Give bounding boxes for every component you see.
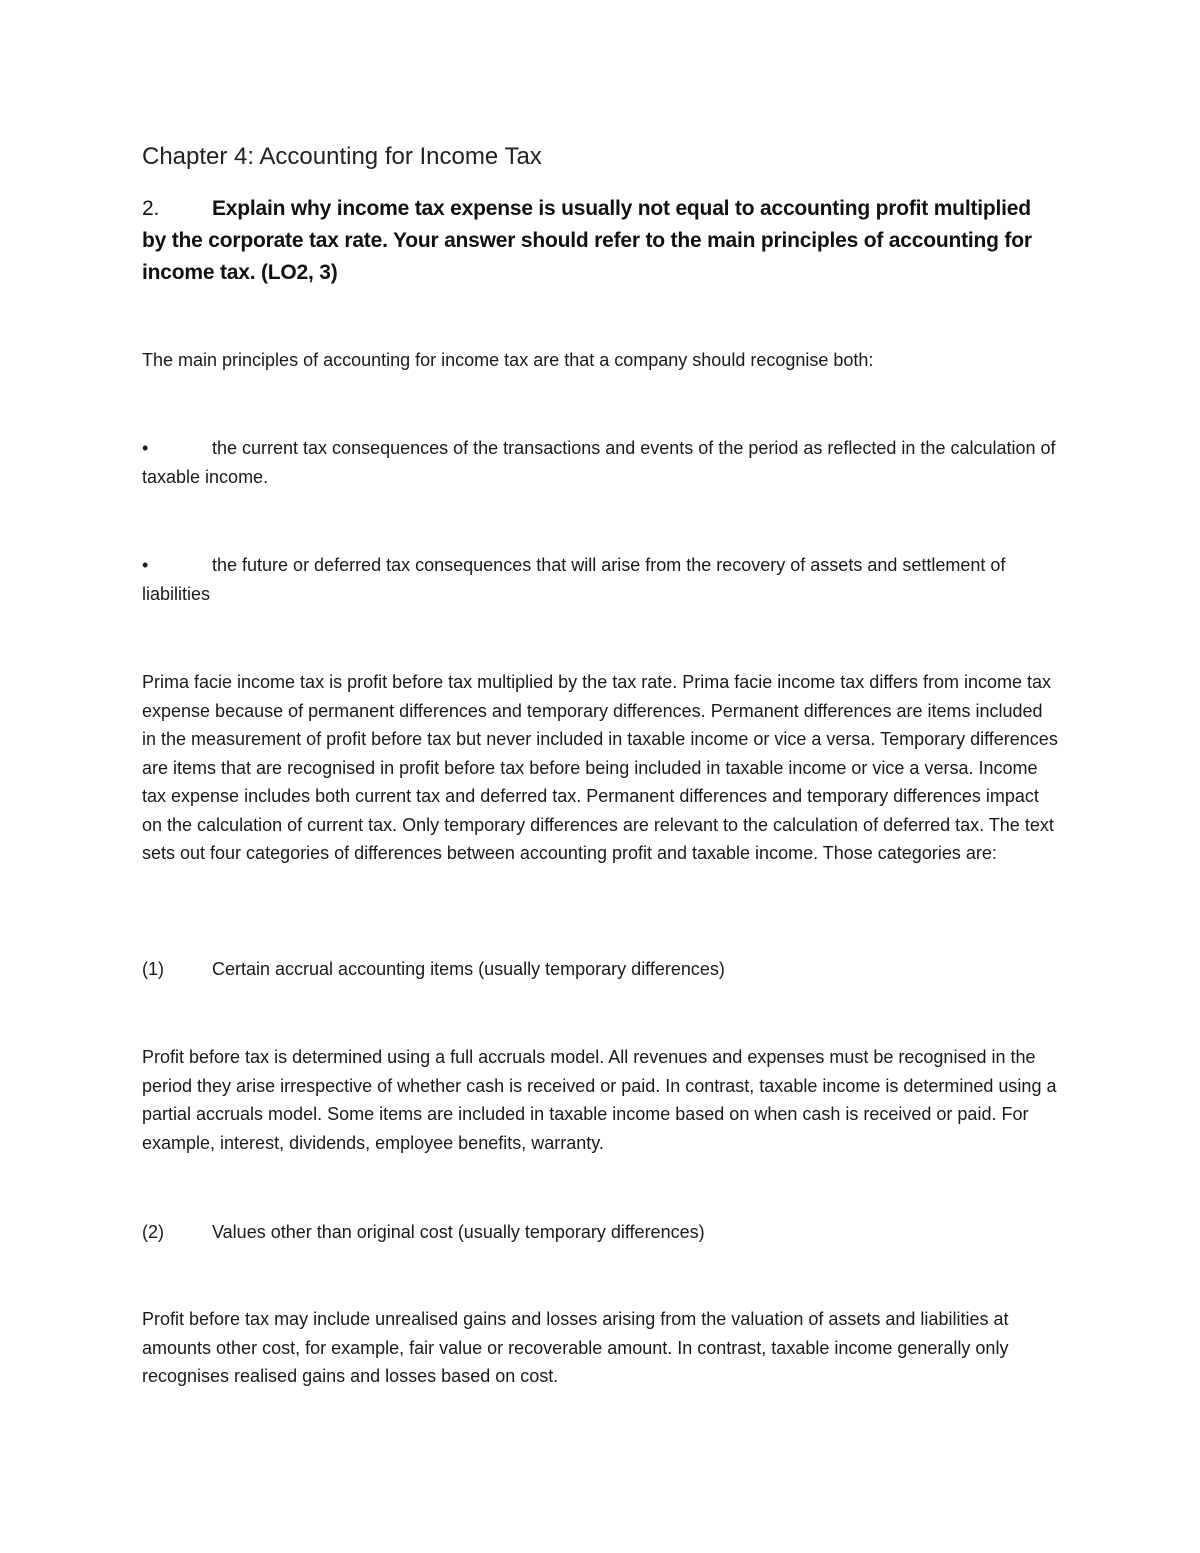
intro-paragraph: The main principles of accounting for income tax are that a company should recognise both: bbox=[142, 350, 874, 370]
bullet-item bbox=[142, 551, 1060, 608]
bullet-icon: • bbox=[142, 555, 149, 575]
chapter-title: Chapter 4: Accounting for Income Tax bbox=[142, 143, 542, 170]
category-heading bbox=[142, 955, 1060, 983]
category-title: Values other than original cost (usually temporary differences) bbox=[212, 1222, 705, 1242]
category-body: Profit before tax is determined using a full accruals model. All revenues and expenses must be recognised in the period they arise irrespective of whether cash is received or paid. In contrast, taxable income is determined using a partial accruals model. Some items are included in taxable income based on when cash is received or paid. For example, interest, dividends, employee benefits, warranty. bbox=[142, 1047, 1057, 1153]
bullet-text: the current tax consequences of the transactions and events of the period as reflected in the calculation of taxable income. bbox=[142, 438, 1056, 487]
category-number: (1) bbox=[142, 959, 164, 979]
category-title: Certain accrual accounting items (usually temporary differences) bbox=[212, 959, 725, 979]
question-number: 2. bbox=[142, 197, 160, 220]
category-body: Profit before tax may include unrealised gains and losses arising from the valuation of assets and liabilities at amounts other cost, for example, fair value or recoverable amount. In contrast, taxable income generally only recognises realised gains and losses based on cost. bbox=[142, 1309, 1009, 1386]
question-text: Explain why income tax expense is usually not equal to accounting profit multiplied by the corporate tax rate. Your answer should refer to the main principles of accounting for income tax. (LO2, 3) bbox=[142, 197, 1032, 284]
bullet-icon: • bbox=[142, 438, 149, 458]
prima-facie-paragraph: Prima facie income tax is profit before tax multiplied by the tax rate. Prima facie income tax differs from income tax expense because of permanent differences and temporary differences. Permanent differences are items included in the measurement of profit before tax but never included in taxable income or vice a versa. Temporary differences are items that are recognised in profit before tax before being included in taxable income or vice a versa. Income tax expense includes both current tax and deferred tax. Permanent differences and temporary differences impact on the calculation of current tax. Only temporary differences are relevant to the calculation of deferred tax. The text sets out four categories of differences between accounting profit and taxable income. Those categories are: bbox=[142, 672, 1058, 863]
question-block bbox=[142, 193, 1060, 289]
bullet-item bbox=[142, 434, 1060, 491]
category-number: (2) bbox=[142, 1222, 164, 1242]
category-heading bbox=[142, 1218, 1060, 1246]
bullet-text: the future or deferred tax consequences that will arise from the recovery of assets and settlement of liabilities bbox=[142, 555, 1006, 604]
